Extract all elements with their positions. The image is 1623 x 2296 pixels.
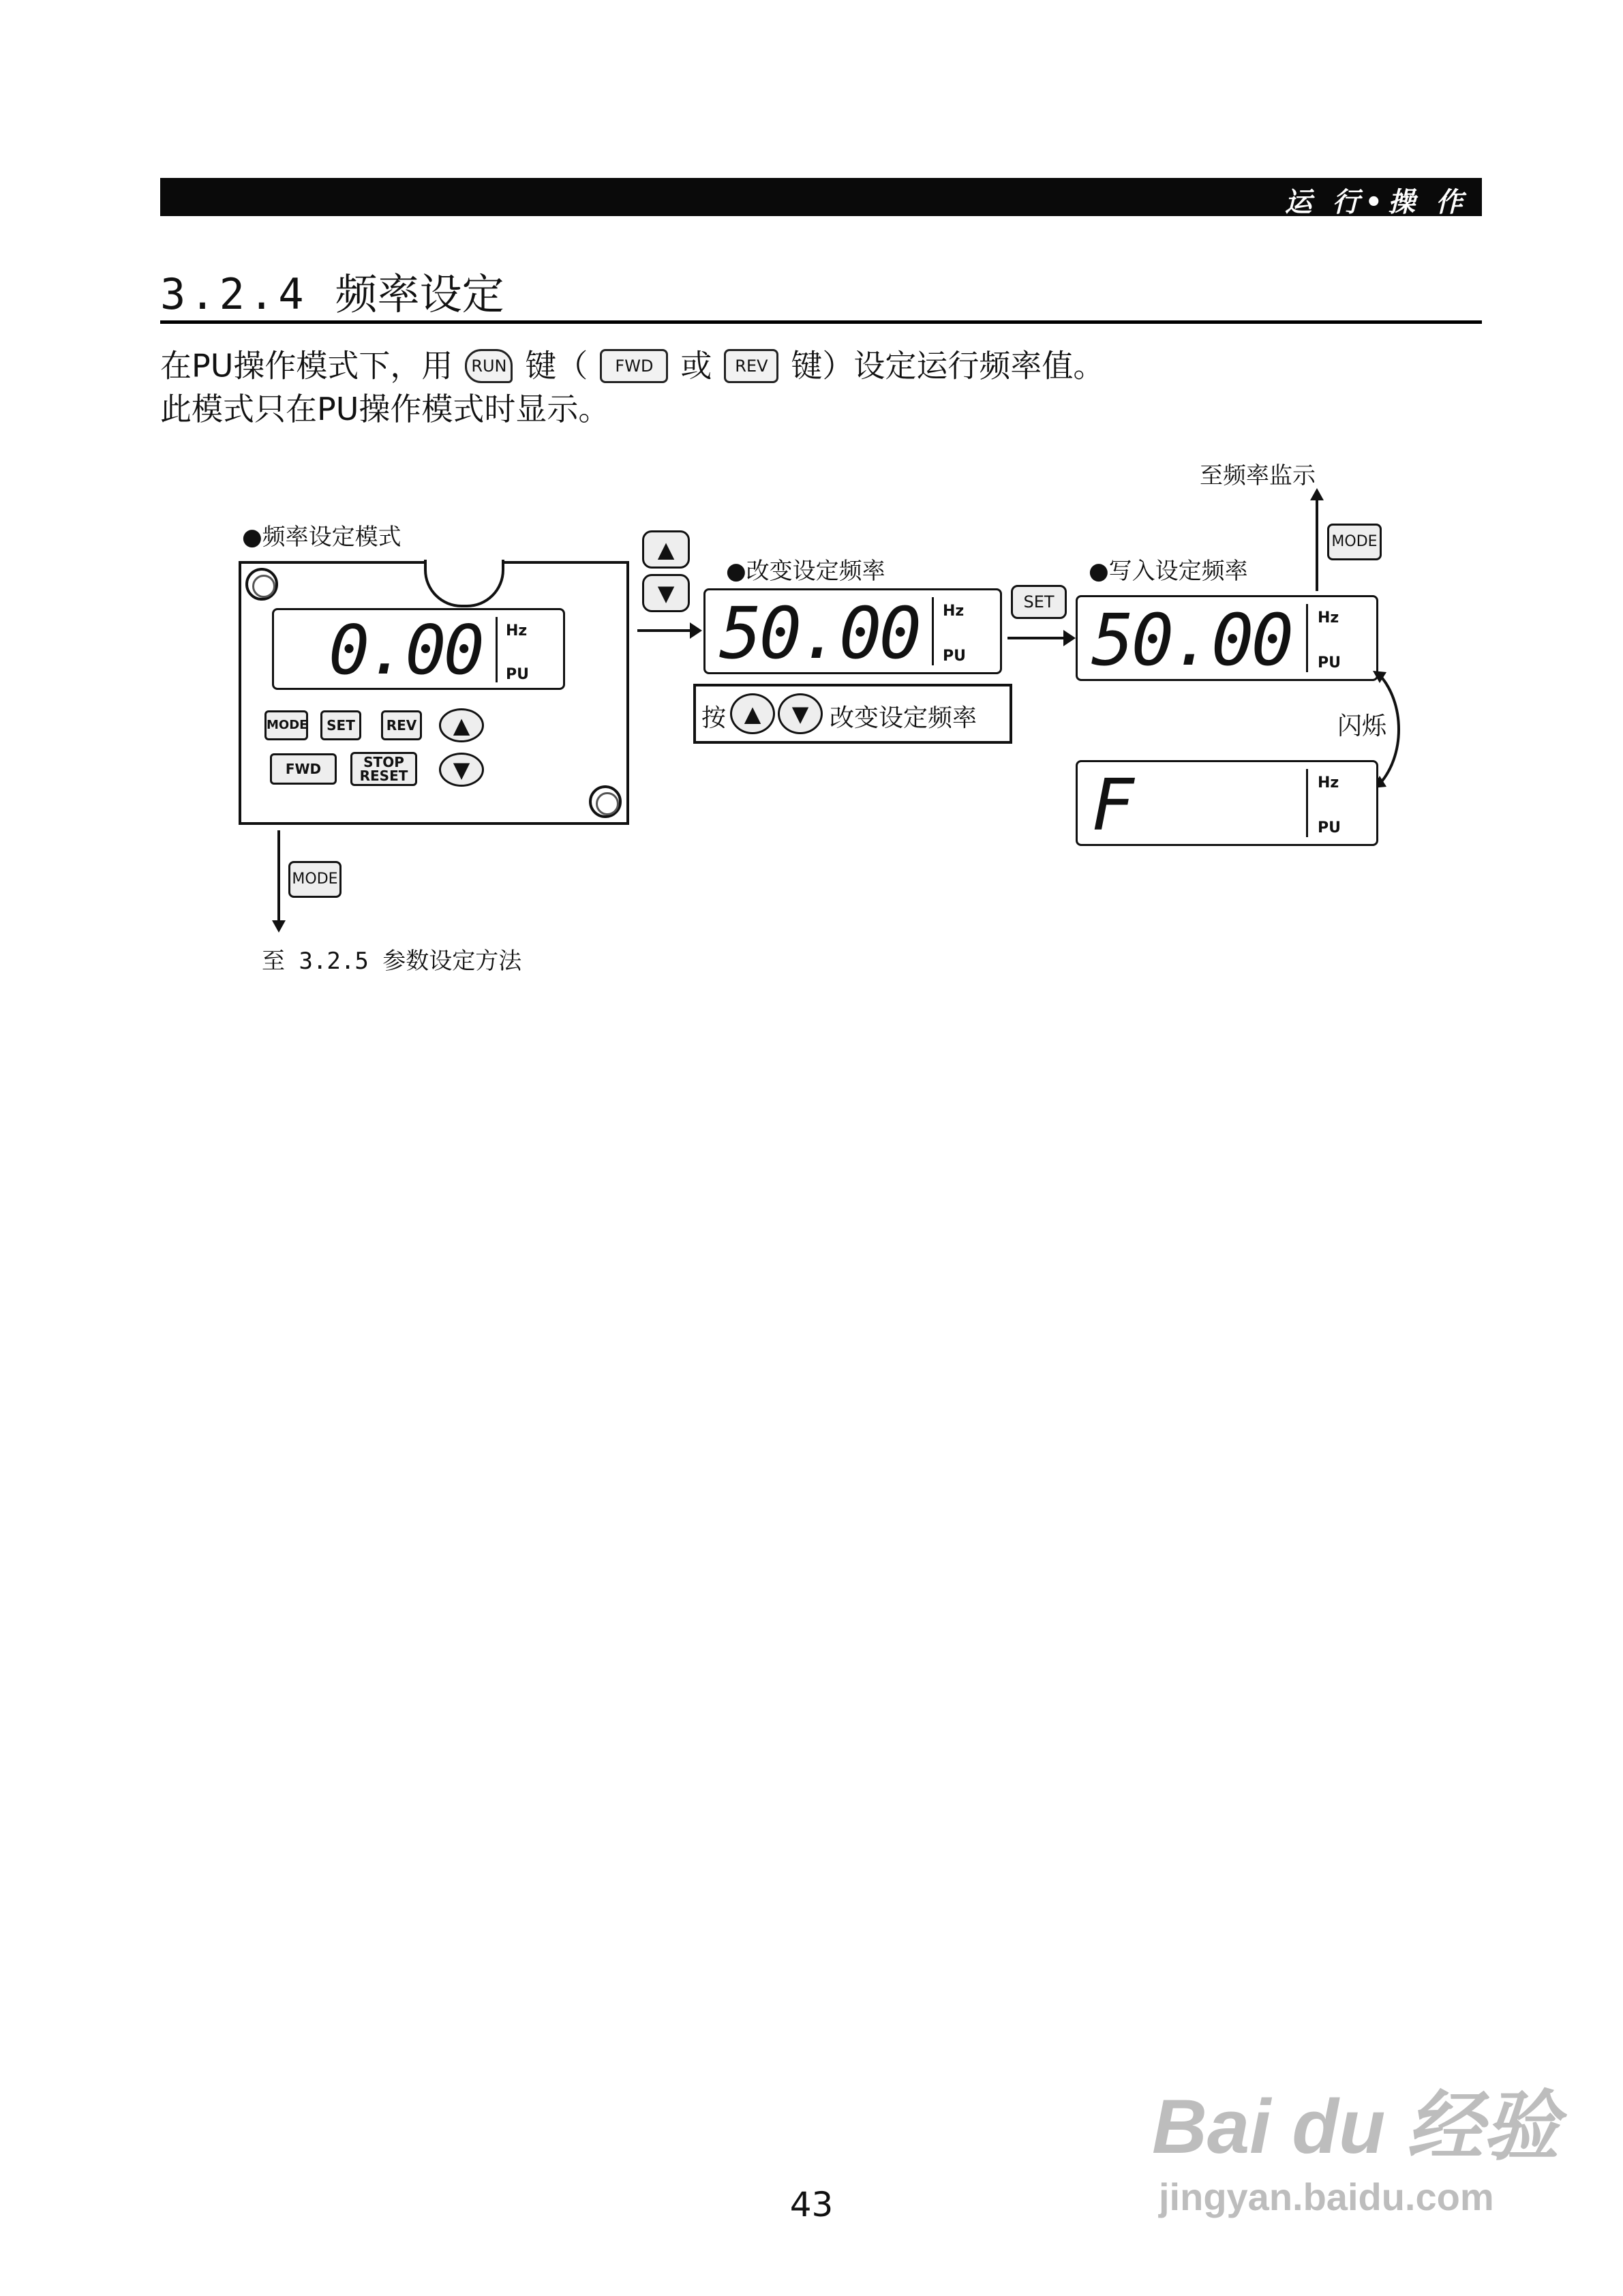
display-divider: [1306, 604, 1308, 672]
reset-label: RESET: [359, 768, 408, 784]
arrowhead-icon: [1063, 630, 1076, 646]
down-button[interactable]: ▼: [439, 753, 484, 787]
press-hint-a: 按: [701, 704, 727, 732]
section-title: 频率设定: [335, 269, 504, 319]
header-bar: [160, 178, 1482, 216]
panel-display-value: 0.00: [329, 610, 482, 690]
intro-line-2: 此模式只在PU操作模式时显示。: [160, 391, 610, 427]
up-key-icon: ▲: [730, 693, 775, 734]
page-number: 43: [789, 2185, 834, 2224]
up-arrow-key-icon: ▲: [642, 530, 690, 569]
freq-mode-label: ●频率设定模式: [242, 524, 401, 551]
mode-key-icon: MODE: [288, 861, 342, 898]
unit-pu: PU: [1318, 654, 1341, 671]
panel-display: [272, 608, 565, 690]
arrowhead-down-icon: [272, 920, 286, 933]
section-rule: [160, 320, 1482, 324]
fwd-button[interactable]: FWD: [270, 753, 337, 785]
section-number: 3.2.4: [160, 269, 308, 319]
change-freq-label: ●改变设定频率: [726, 558, 885, 585]
unit-hz: Hz: [1318, 609, 1339, 626]
arrowhead-icon: [690, 622, 702, 639]
intro-line-1: [160, 343, 1104, 387]
write-freq-label: ●写入设定频率: [1089, 558, 1248, 585]
set-button[interactable]: SET: [320, 710, 361, 740]
arrow-down-line: [277, 830, 280, 922]
section-heading: [160, 260, 504, 321]
unit-pu: PU: [943, 648, 966, 665]
screw-icon: [245, 568, 278, 601]
down-arrow-key-icon: ▼: [642, 574, 690, 612]
display-divider: [932, 597, 934, 665]
mode-key-icon: MODE: [1327, 524, 1382, 560]
write-display-value: 50.00: [1091, 599, 1292, 682]
stop-label: STOP: [363, 754, 404, 770]
operation-panel: [239, 561, 629, 825]
fwd-key-icon: FWD: [600, 349, 668, 383]
intro-text-b: 键（: [525, 347, 588, 384]
unit-pu: PU: [506, 666, 529, 683]
blink-label: 闪烁: [1337, 712, 1387, 740]
watermark-brand: Bai du 经验: [1152, 2084, 1560, 2169]
up-button[interactable]: ▲: [439, 708, 484, 742]
mode-button[interactable]: MODE: [264, 710, 308, 740]
blink-display: [1076, 760, 1378, 846]
set-key-icon: SET: [1011, 585, 1067, 619]
down-key-icon: ▼: [778, 693, 823, 734]
stop-reset-button[interactable]: [350, 752, 417, 786]
change-display-value: 50.00: [719, 592, 920, 675]
unit-pu: PU: [1318, 819, 1341, 836]
press-hint-box: [693, 684, 1012, 744]
write-display: [1076, 595, 1378, 681]
arrow-up-line: [1316, 499, 1318, 591]
display-divider: [496, 617, 498, 682]
to-param-label: 至 3.2.5 参数设定方法: [262, 948, 522, 975]
intro-text-a: 在PU操作模式下，用: [160, 347, 453, 384]
to-monitor-label: 至频率监示: [1200, 462, 1316, 489]
header-section-title: 运 行•操 作: [1284, 187, 1468, 218]
intro-text-c: 或: [680, 347, 712, 384]
display-divider: [1306, 769, 1308, 837]
arrow-right-icon: [637, 629, 695, 632]
blink-display-value: F: [1091, 764, 1132, 847]
change-display: [703, 588, 1002, 674]
run-key-icon: RUN: [465, 349, 513, 383]
unit-hz: Hz: [943, 603, 965, 620]
arrow-right-icon: [1007, 637, 1069, 639]
intro-text-d: 键）设定运行频率值。: [791, 347, 1105, 384]
rev-button[interactable]: REV: [381, 710, 422, 740]
rev-key-icon: REV: [724, 349, 778, 383]
screw-icon: [589, 785, 622, 818]
press-hint-b: 改变设定频率: [830, 704, 977, 732]
unit-hz: Hz: [506, 622, 528, 639]
watermark-url: jingyan.baidu.com: [1159, 2175, 1494, 2218]
unit-hz: Hz: [1318, 774, 1339, 791]
panel-notch: [424, 560, 504, 607]
